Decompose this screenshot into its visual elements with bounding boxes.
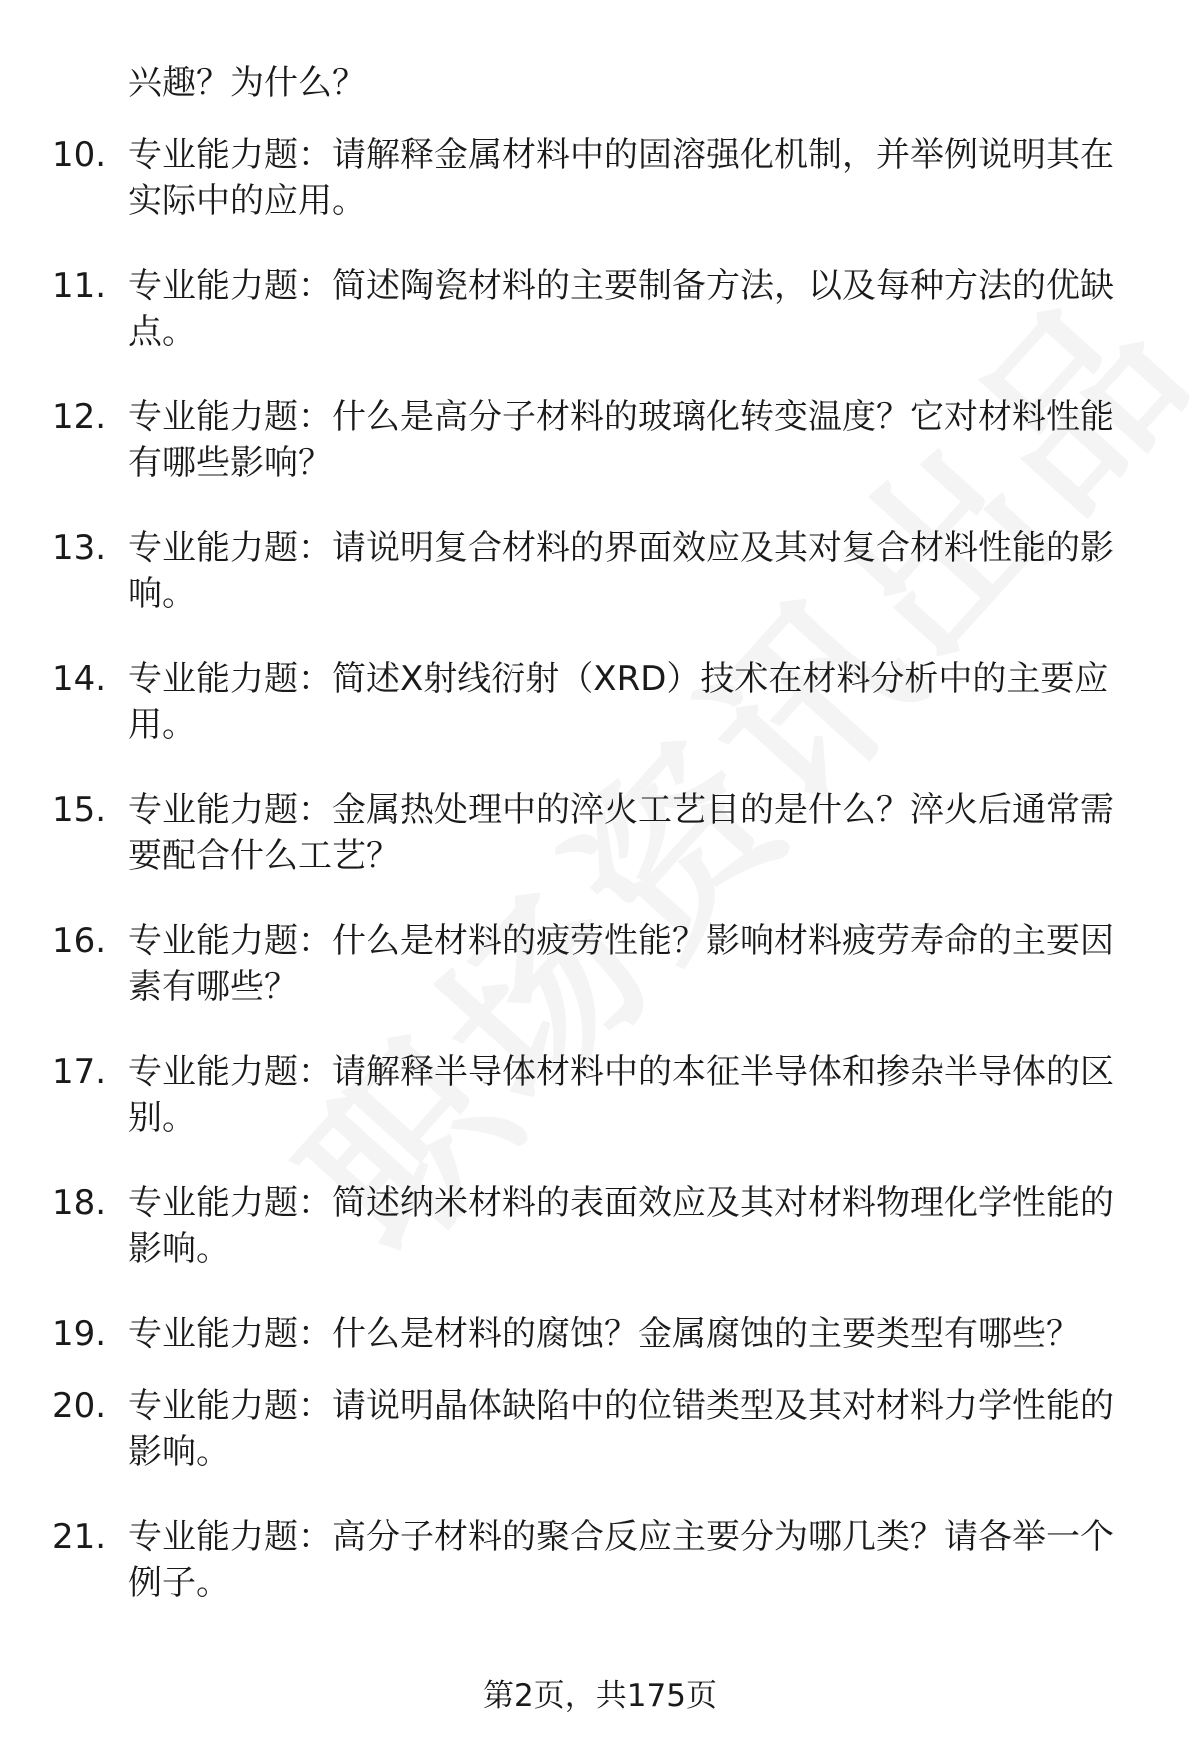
question-list <box>0 132 1200 1645</box>
question-number: 19. <box>52 1314 107 1354</box>
question-text: 专业能力题：请解释金属材料中的固溶强化机制，并举例说明其在实际中的应用。 <box>128 135 1114 221</box>
question-number: 14. <box>52 659 107 699</box>
question-number: 17. <box>52 1052 107 1092</box>
list-item <box>0 1049 1200 1180</box>
list-item <box>0 132 1200 263</box>
list-item <box>0 1311 1200 1383</box>
question-number: 20. <box>52 1386 107 1426</box>
list-item <box>0 525 1200 656</box>
list-item <box>0 394 1200 525</box>
question-text: 专业能力题：什么是高分子材料的玻璃化转变温度？它对材料性能有哪些影响？ <box>128 397 1114 483</box>
question-text: 专业能力题：高分子材料的聚合反应主要分为哪几类？请各举一个例子。 <box>128 1517 1114 1603</box>
list-item <box>0 1514 1200 1645</box>
list-item <box>0 1180 1200 1311</box>
list-item <box>0 787 1200 918</box>
list-item <box>0 656 1200 787</box>
question-text: 专业能力题：简述纳米材料的表面效应及其对材料物理化学性能的影响。 <box>128 1183 1114 1269</box>
question-number: 15. <box>52 790 107 830</box>
question-text: 专业能力题：请说明复合材料的界面效应及其对复合材料性能的影响。 <box>128 528 1114 614</box>
question-text: 专业能力题：简述陶瓷材料的主要制备方法，以及每种方法的优缺点。 <box>128 266 1114 352</box>
question-text: 专业能力题：请解释半导体材料中的本征半导体和掺杂半导体的区别。 <box>128 1052 1114 1138</box>
question-text: 专业能力题：什么是材料的疲劳性能？影响材料疲劳寿命的主要因素有哪些？ <box>128 921 1114 1007</box>
question-number: 10. <box>52 135 107 175</box>
question-number: 13. <box>52 528 107 568</box>
question-text: 专业能力题：请说明晶体缺陷中的位错类型及其对材料力学性能的影响。 <box>128 1386 1114 1472</box>
question-number: 12. <box>52 397 107 437</box>
question-text: 专业能力题：简述X射线衍射（XRD）技术在材料分析中的主要应用。 <box>128 659 1109 745</box>
continuation-text: 兴趣？为什么？ <box>128 63 366 103</box>
question-number: 18. <box>52 1183 107 1223</box>
question-text: 专业能力题：金属热处理中的淬火工艺目的是什么？淬火后通常需要配合什么工艺？ <box>128 790 1114 876</box>
page-footer: 第2页，共175页 <box>483 1678 717 1714</box>
list-item <box>0 263 1200 394</box>
question-number: 11. <box>52 266 107 306</box>
question-number: 21. <box>52 1517 107 1557</box>
list-item <box>0 1383 1200 1514</box>
list-item <box>0 918 1200 1049</box>
question-text: 专业能力题：什么是材料的腐蚀？金属腐蚀的主要类型有哪些？ <box>128 1314 1080 1354</box>
question-number: 16. <box>52 921 107 961</box>
